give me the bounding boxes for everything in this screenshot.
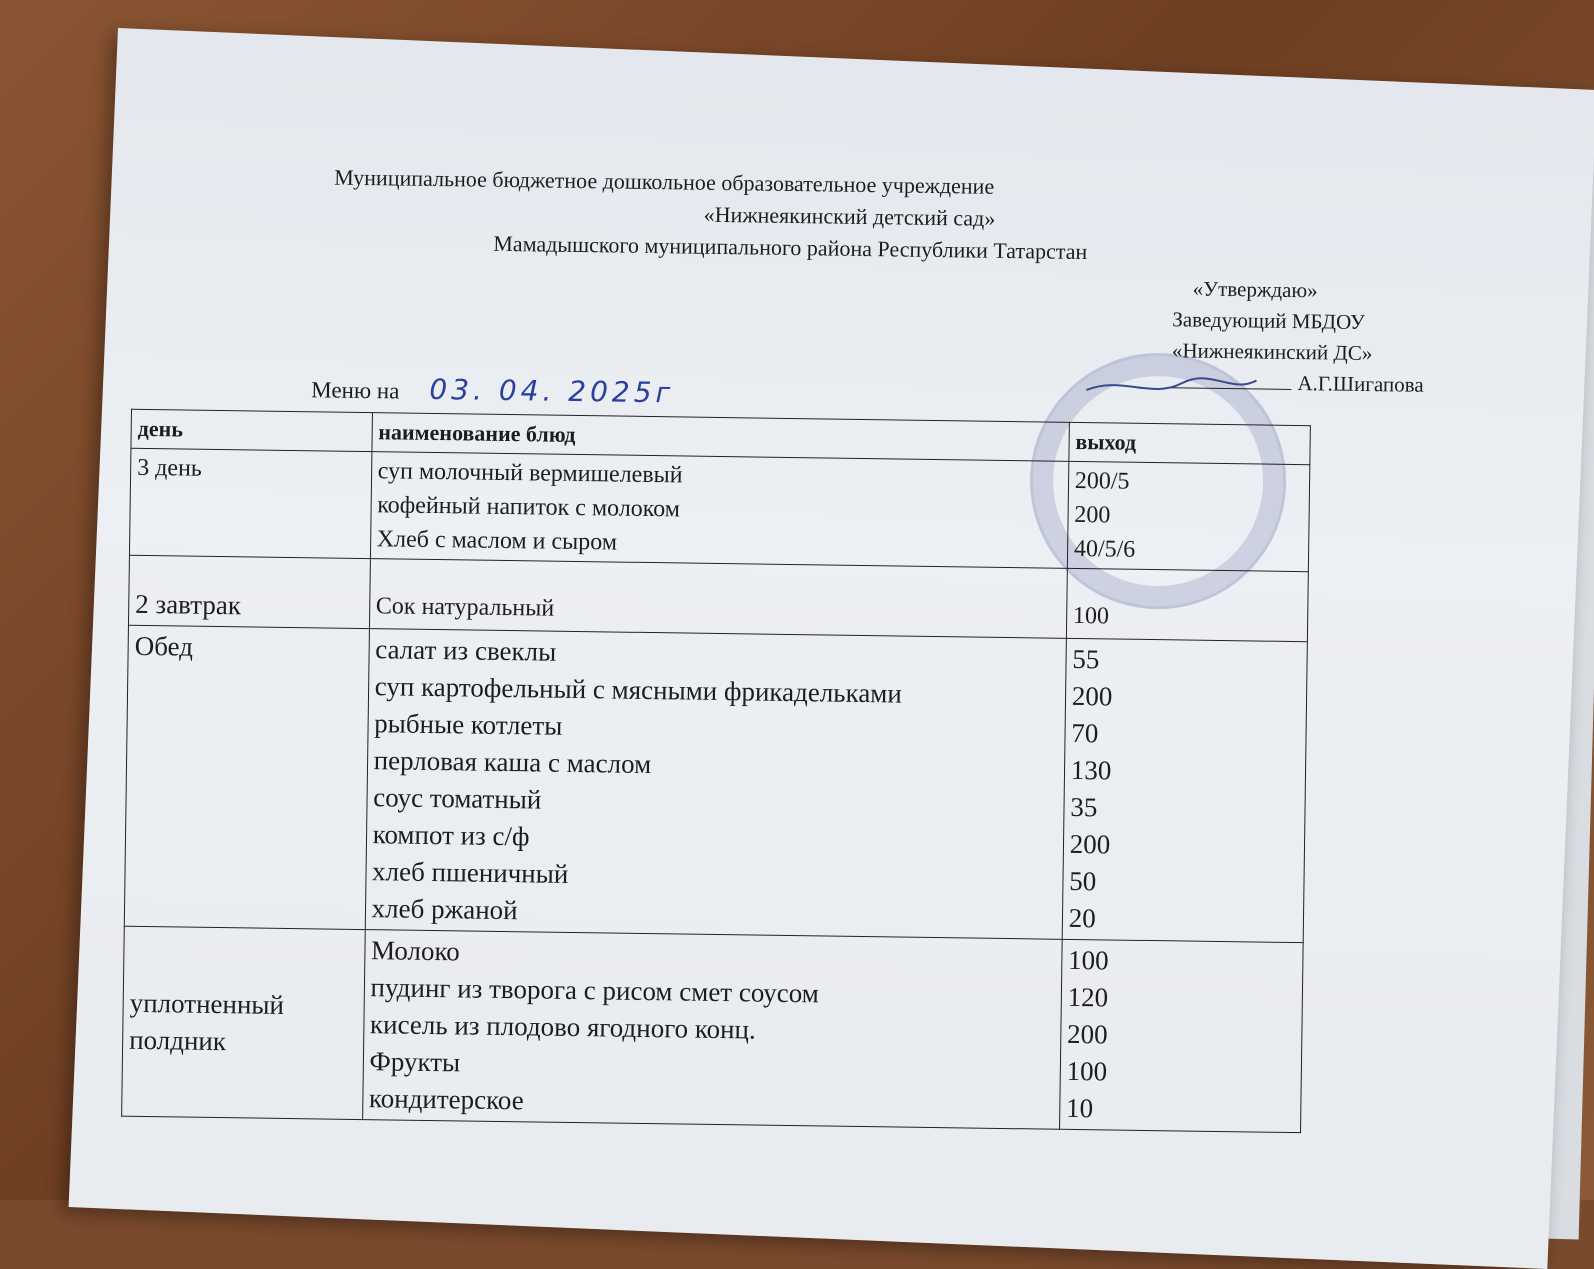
section-values [1067,461,1310,571]
approval-line-1: «Утверждаю» [1192,276,1318,303]
yield-value: 200 [1066,1018,1108,1050]
dish-item: Молоко [370,935,460,967]
section-items [370,452,1069,569]
dish-item: перловая каша с маслом [373,745,652,780]
section-values [1066,568,1308,641]
approval-line-4: А.Г.Шигапова [1297,371,1424,397]
document-content [120,89,1575,1189]
section-row-afternoon-snack [122,926,1304,1132]
section-items [369,559,1067,639]
header-line-2: «Нижнеякинский детский сад» [703,201,996,231]
dish-item: Сок натуральный [375,593,555,622]
yield-value: 200 [1071,680,1113,712]
section-items [365,629,1066,940]
yield-value: 100 [1066,1055,1108,1087]
institution-header [333,162,1234,271]
section-day-line: уплотненный [129,987,285,1020]
dish-item: салат из свеклы [375,634,557,667]
menu-title [311,371,674,409]
dish-item: кофейный напиток с молоком [377,492,681,523]
approval-line-2: Заведующий МБДОУ [1172,307,1366,334]
yield-value: 55 [1072,643,1100,675]
yield-value: 70 [1071,717,1099,749]
menu-date-handwritten: 03. 04. 2025г [429,372,675,410]
yield-value: 35 [1070,791,1098,823]
dish-item: кондитерское [368,1083,524,1116]
section-values [1062,638,1307,942]
section-day: Обед [124,625,369,929]
header-day: день [131,409,372,451]
yield-value: 40/5/6 [1073,535,1136,563]
dish-item: Фрукты [369,1046,461,1078]
document-sheet [69,28,1594,1269]
dish-item: хлеб ржаной [371,893,518,926]
dish-item: хлеб пшеничный [371,856,569,889]
yield-value: 100 [1067,944,1109,976]
yield-value: 200 [1069,828,1111,860]
section-day: 3 день [129,448,371,558]
yield-value: 100 [1072,602,1110,630]
signature-mark [1081,370,1261,403]
dish-item: рыбные котлеты [374,708,563,741]
approval-line-3: «Нижнеякинский ДС» [1171,338,1373,366]
dish-item: пудинг из творога с рисом смет соусом [370,972,820,1009]
yield-value: 200 [1074,501,1111,529]
yield-value: 10 [1065,1092,1094,1124]
section-day [122,926,365,1119]
section-row-breakfast [129,448,1309,571]
dish-item: суп картофельный с мясными фрикадельками [374,671,903,709]
dish-item: компот из с/ф [372,819,530,852]
yield-value: 20 [1068,902,1096,934]
dish-item: суп молочный вермишелевый [377,458,683,489]
dish-item: соус томатный [373,782,542,815]
header-yield: выход [1069,422,1311,464]
menu-label: Меню на [311,377,400,404]
section-values [1059,939,1303,1132]
section-day-line: полдник [128,1024,227,1056]
yield-value: 120 [1067,981,1109,1013]
section-row-lunch [124,625,1307,942]
dish-item: Хлеб с маслом и сыром [376,526,618,556]
menu-table [121,409,1311,1133]
dish-item: кисель из плодово ягодного конц. [369,1009,756,1045]
header-line-1: Муниципальное бюджетное дошкольное образовательное учреждение [334,164,995,199]
header-line-3: Мамадышского муниципального района Республики Татарстан [493,230,1088,265]
section-items [362,930,1062,1130]
section-day: 2 завтрак [128,555,370,628]
yield-value: 130 [1070,754,1112,786]
header-dish: наименование блюд [372,413,1070,462]
yield-value: 50 [1069,865,1097,897]
yield-value: 200/5 [1074,467,1130,495]
